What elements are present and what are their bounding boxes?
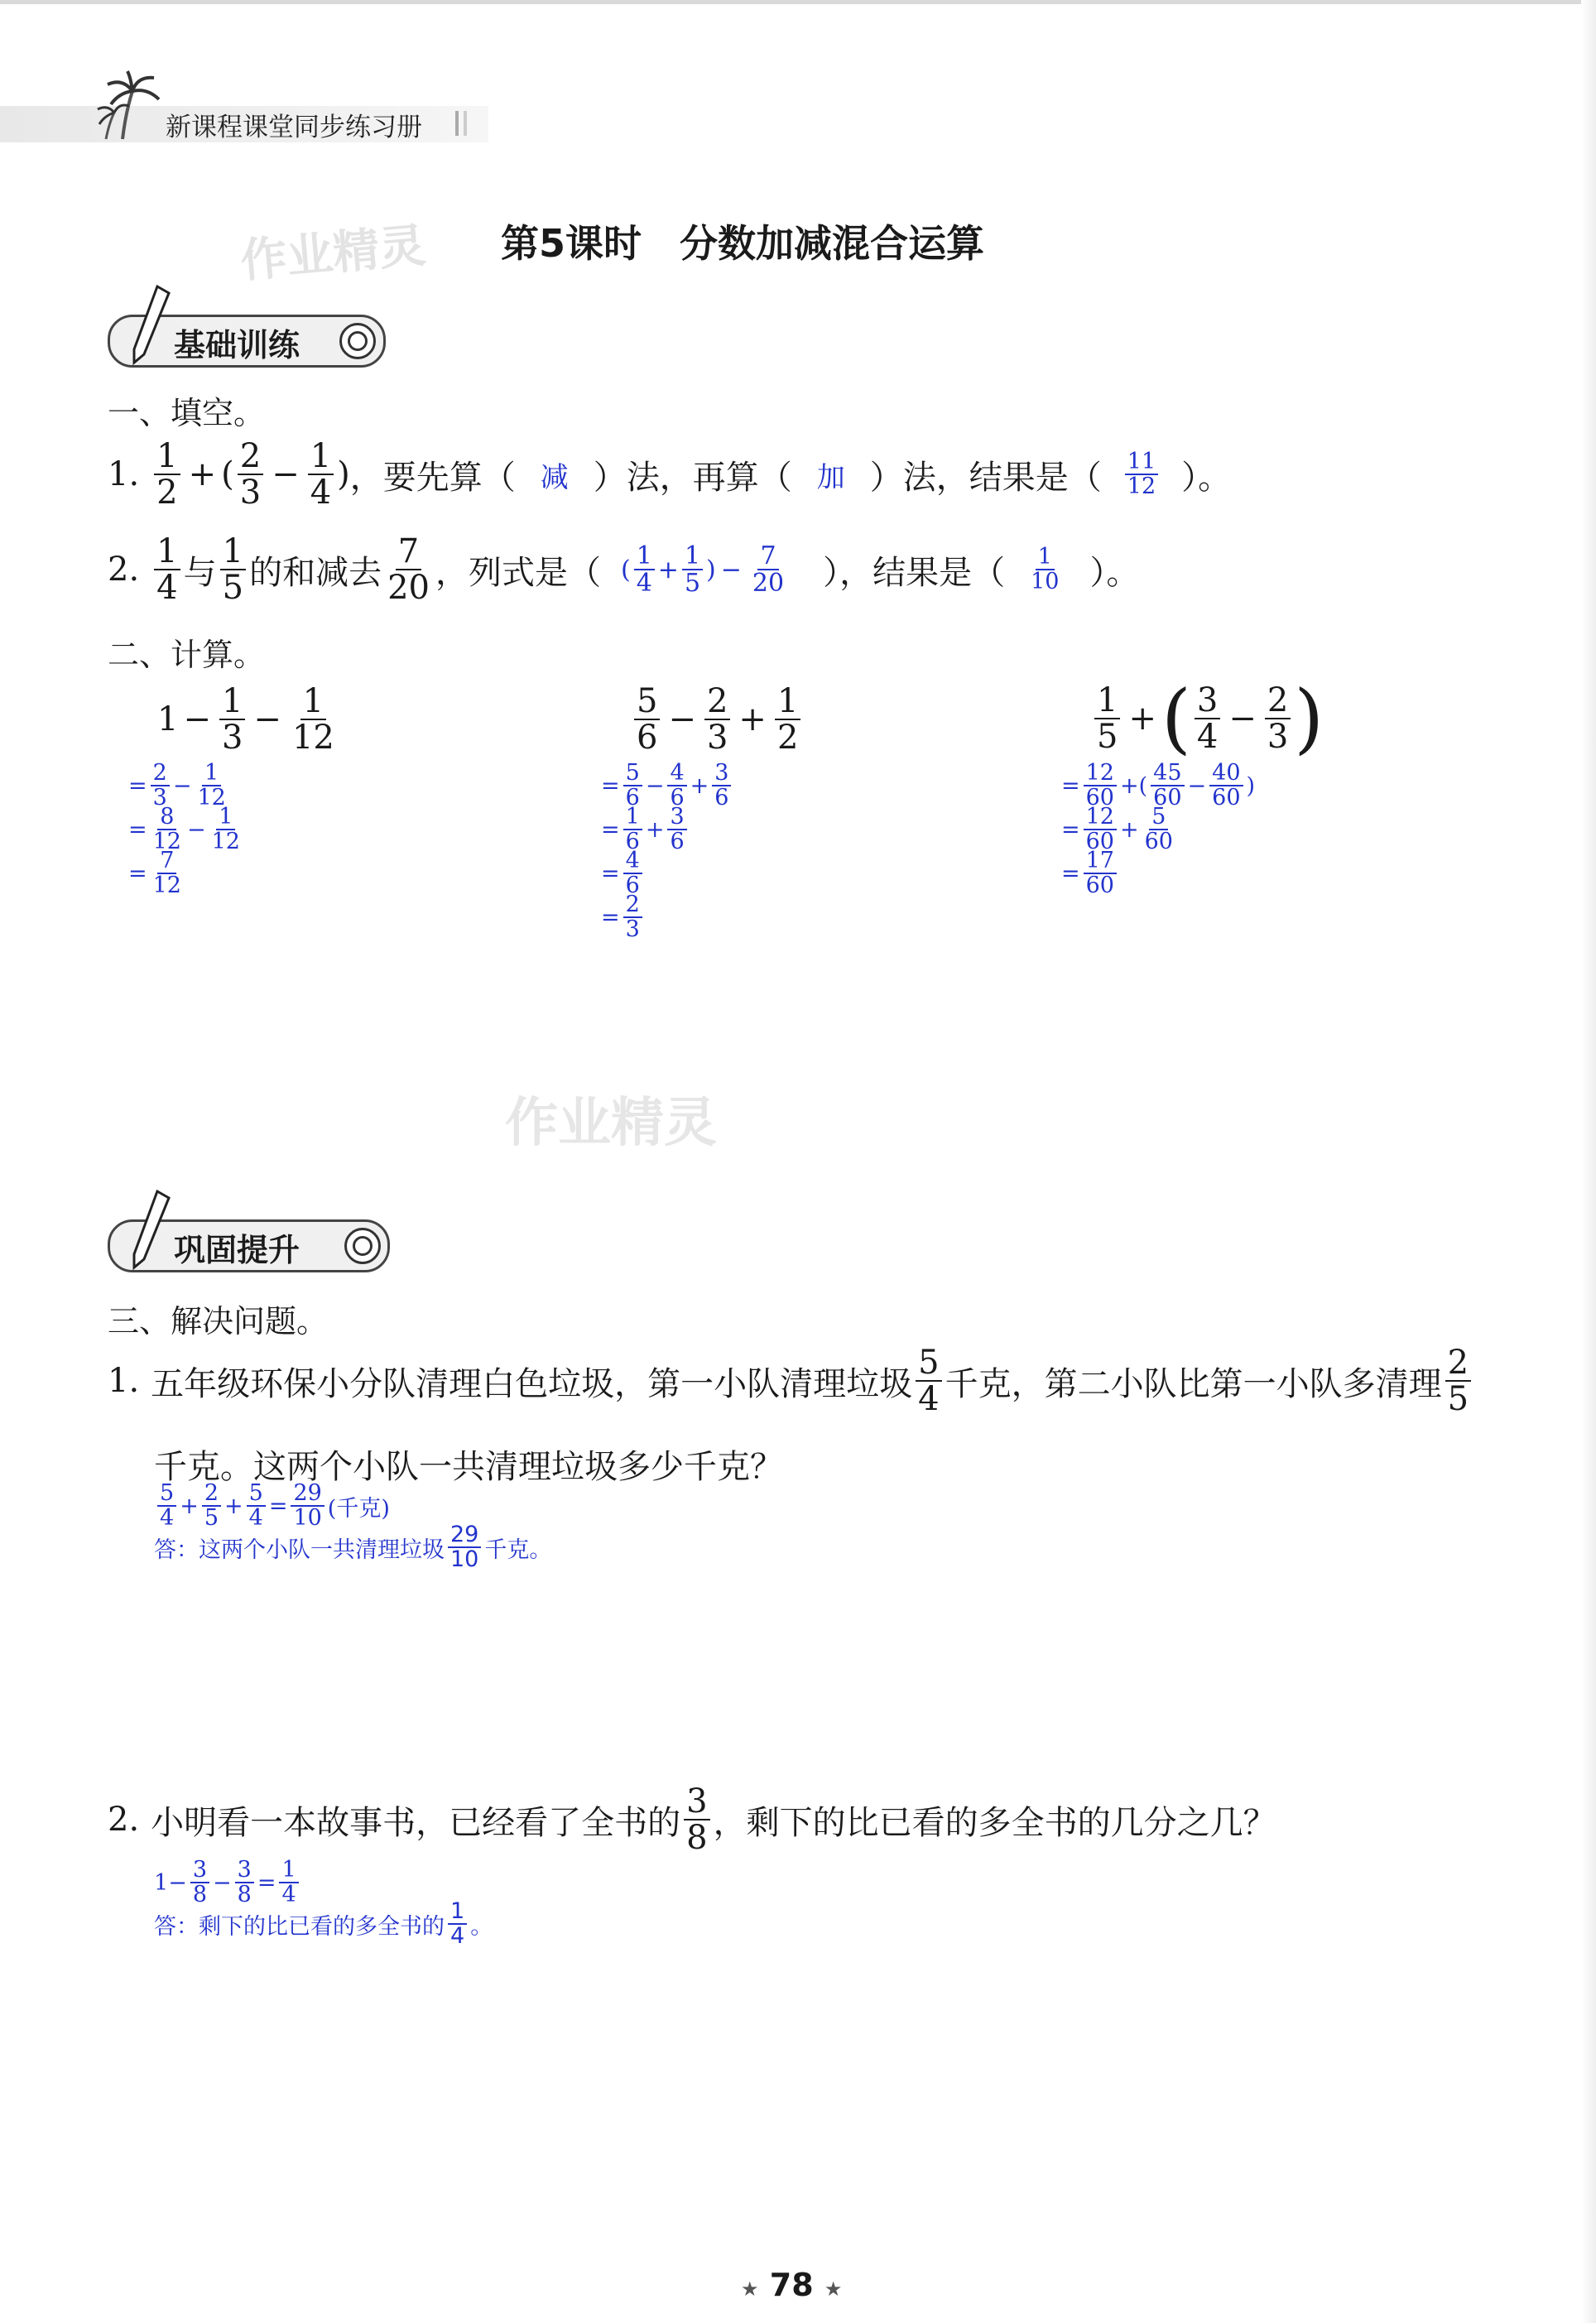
watermark: 作业精灵 (505, 1093, 717, 1154)
part2-heading: 二、计算。 (108, 637, 266, 673)
calc-3-result: = $\frac{17}{60}$ (1061, 849, 1120, 898)
fraction: $\frac{2}{5}$ (1445, 1345, 1471, 1416)
lesson-title: 第5课时 分数加减混合运算 (501, 221, 985, 266)
calc-2-step: = $\frac{5}{6}$ − $\frac{4}{6}$ + $\frac{3}{6}$ (601, 762, 734, 810)
fraction: $\frac{2}{3}$ (238, 439, 263, 510)
palm-tree-icon (89, 66, 164, 141)
fraction: $\frac{1}{5}$ (220, 534, 246, 605)
question-number: 1. (108, 1362, 140, 1400)
section-badge-consolidate (108, 1213, 389, 1271)
part1-heading: 一、填空。 (108, 395, 266, 431)
question-text: ，剩下的比已看的多全书的几分之几？ (713, 1803, 1276, 1842)
question-text: 千克，第二小队比第一小队多清理 (945, 1364, 1442, 1403)
question-number: 2. (108, 1801, 140, 1839)
question-text: ，列式是（ (435, 553, 601, 592)
question-text: ）。 (1181, 458, 1232, 497)
calc-1-step: = $\frac{8}{12}$ − $\frac{1}{12}$ (128, 804, 240, 855)
question-number: 1. (108, 455, 140, 493)
answer-fraction: $\frac{11}{12}$ (1125, 450, 1158, 499)
header-divider (455, 111, 459, 136)
answer-add: 加 (816, 460, 845, 494)
problem-1-text-line2: 千克。这两个小队一共清理垃圾多少千克？ (154, 1448, 783, 1486)
section-title-basic: 基础训练 (174, 327, 300, 363)
fraction: $\frac{7}{20}$ (387, 532, 430, 607)
calc-2-problem: $\frac{5}{6}$ − $\frac{2}{3}$ + $\frac{1}{2}$ (631, 684, 804, 755)
series-title: 新课程课堂同步练习册 (166, 113, 422, 142)
calc-1-step: = $\frac{2}{3}$ − $\frac{1}{12}$ (128, 760, 226, 811)
calc-2-step: = $\frac{4}{6}$ (601, 849, 646, 898)
question-text: 五年级环保小分队清理白色垃圾，第一小队清理垃圾 (151, 1364, 913, 1403)
question-text: 与 (183, 553, 217, 592)
question-text: ）法，结果是（ (869, 458, 1102, 497)
star-icon: ★ (824, 2277, 843, 2301)
problem-1-solution: $\frac{5}{4}$ + $\frac{2}{5}$ + $\frac{5}{4}$ = $\frac{29}{10}$ (千克) (154, 1482, 390, 1531)
question-text: 的和减去 (249, 553, 382, 592)
header-divider (464, 111, 467, 136)
problem-1-answer: 答：这两个小队一共清理垃圾 $\frac{29}{10}$ 千克。 (154, 1522, 552, 1573)
calc-3-step: = $\frac{12}{60}$ + $\frac{5}{60}$ (1061, 804, 1173, 855)
fraction: $\frac{5}{4}$ (916, 1345, 941, 1416)
problem-2-text (108, 1784, 1276, 1855)
answer-fraction: $\frac{1}{10}$ (1031, 543, 1060, 594)
problem-2-answer: 答：剩下的比已看的多全书的 $\frac{1}{4}$ 。 (154, 1898, 493, 1950)
page-number: ★ 78 ★ (741, 2267, 843, 2303)
page-top-edge (0, 0, 1596, 4)
fraction: $\frac{1}{2}$ (154, 439, 180, 510)
question-number: 2. (108, 551, 140, 589)
calc-2-result: = $\frac{2}{3}$ (601, 893, 646, 942)
fraction: $\frac{1}{4}$ (308, 439, 334, 510)
section-title-consolidate: 巩固提升 (174, 1232, 300, 1268)
calc-3-step: = $\frac{12}{60}$ +( $\frac{45}{60}$ − $\frac{40}{60}$ ) (1061, 760, 1256, 811)
calc-1-problem: 1 − $\frac{1}{3}$ − $\frac{1}{12}$ (157, 682, 334, 757)
answer-subtract: 减 (540, 460, 569, 494)
part3-heading: 三、解决问题。 (108, 1303, 329, 1339)
question-text: ）法，再算（ (593, 458, 792, 497)
part1-question-1: 1. $\frac{1}{2}$ + ( $\frac{2}{3}$ − $\frac{1}{4}$ ) ，要先算（ 减 ）法，再算（ 加 ）法，结果是（ $\frac{11}{12}$ ）。 (108, 437, 1232, 512)
pencil-icon (124, 283, 174, 366)
part1-question-2 (108, 534, 1139, 605)
problem-2-solution: 1 − $\frac{3}{8}$ − $\frac{3}{8}$ = $\frac{1}{4}$ (154, 1859, 302, 1907)
question-text: ，要先算（ (349, 458, 516, 497)
pencil-icon (124, 1188, 174, 1271)
question-text: ）。 (1089, 553, 1140, 592)
star-icon: ★ (741, 2277, 759, 2301)
question-text: 小明看一本故事书，已经看了全书的 (151, 1803, 681, 1842)
calc-2-step: = $\frac{1}{6}$ + $\frac{3}{6}$ (601, 806, 690, 854)
page-right-edge (1581, 0, 1596, 2323)
answer-expression: ( $\frac{1}{4}$ + $\frac{1}{5}$ ) − $\frac{7}{20}$ (620, 541, 785, 598)
calc-1-result: = $\frac{7}{12}$ (128, 848, 181, 899)
question-text: ），结果是（ (823, 553, 1006, 592)
fraction: $\frac{3}{8}$ (684, 1784, 709, 1855)
problem-1-text-line1 (108, 1345, 1474, 1416)
watermark: 作业精灵 (238, 219, 428, 289)
fraction: $\frac{1}{4}$ (154, 534, 180, 605)
section-badge-basic (108, 308, 385, 366)
calc-3-problem: $\frac{1}{5}$ + ( $\frac{3}{4}$ − $\frac{2}{3}$ ) (1091, 681, 1324, 757)
